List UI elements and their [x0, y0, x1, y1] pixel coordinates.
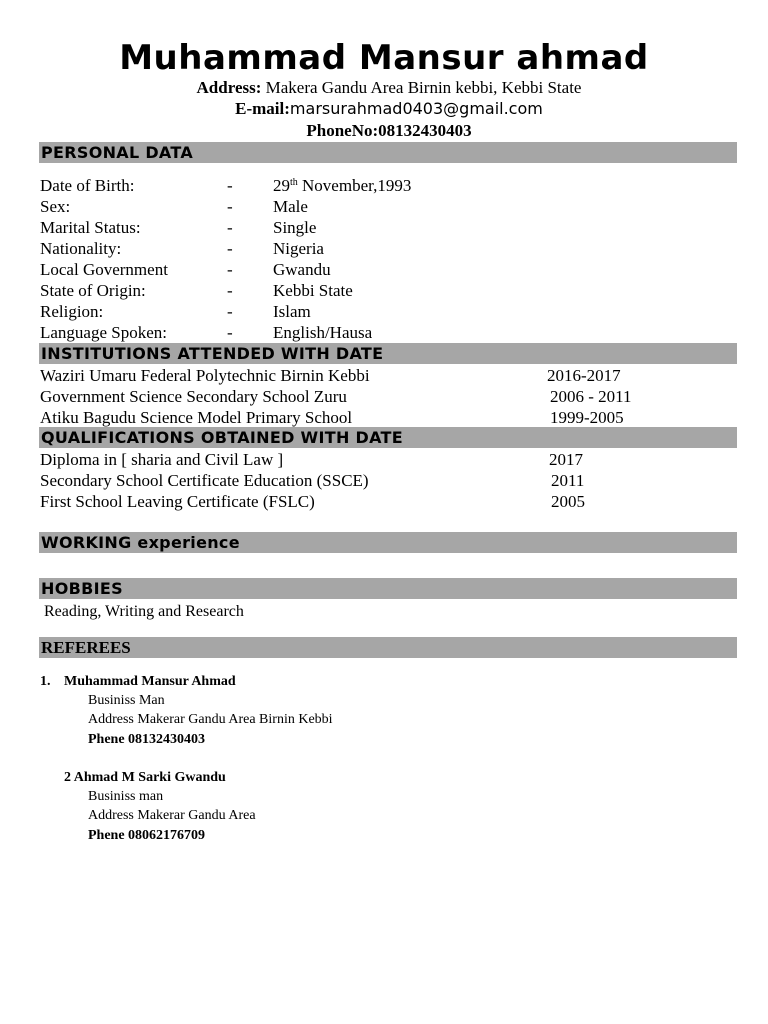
- row-label: Date of Birth:: [40, 176, 135, 195]
- institution-name: Atiku Bagudu Science Model Primary School: [40, 408, 353, 427]
- row-label: Marital Status:: [40, 218, 141, 237]
- row-value: Kebbi State: [273, 281, 353, 300]
- qualification-year: 2017: [549, 450, 583, 469]
- referee-phone: Phene 08062176709: [88, 828, 206, 843]
- referee-name: 2 Ahmad M Sarki Gwandu: [64, 770, 226, 785]
- row-value: English/Hausa: [273, 323, 373, 342]
- institutions-heading: INSTITUTIONS ATTENDED WITH DATE: [39, 343, 737, 364]
- referee-number: 1.: [40, 674, 51, 689]
- row-label: Nationality:: [40, 239, 122, 258]
- row-value: 29th November,1993: [273, 176, 412, 195]
- address-line: [0, 77, 768, 99]
- email-value: marsurahmad0403@gmail.com: [289, 99, 543, 118]
- referees-heading: REFEREES: [39, 637, 737, 658]
- row-value: Gwandu: [273, 260, 331, 279]
- row-separator: -: [227, 323, 233, 342]
- row-value: Single: [273, 218, 317, 237]
- qualification-name: First School Leaving Certificate (FSLC): [40, 492, 315, 511]
- row-separator: -: [227, 260, 233, 279]
- referee-name: Muhammad Mansur Ahmad: [64, 674, 236, 689]
- qualification-name: Diploma in [ sharia and Civil Law ]: [40, 450, 284, 469]
- qualification-year: 2011: [551, 471, 585, 490]
- row-separator: -: [227, 218, 233, 237]
- working-experience-heading: WORKING experience: [39, 532, 737, 553]
- address-value: Makera Gandu Area Birnin kebbi, Kebbi State: [261, 78, 582, 97]
- institution-years: 1999-2005: [550, 408, 624, 427]
- address-label: Address:: [196, 78, 262, 97]
- institution-years: 2006 - 2011: [550, 387, 632, 406]
- row-separator: -: [227, 176, 233, 195]
- phone-line: PhoneNo:08132430403: [306, 121, 472, 140]
- row-label: State of Origin:: [40, 281, 146, 300]
- row-value: Islam: [273, 302, 311, 321]
- row-label: Religion:: [40, 302, 104, 321]
- institution-name: Government Science Secondary School Zuru: [40, 387, 347, 406]
- email-label: E-mail:: [235, 99, 290, 118]
- row-value: Male: [273, 197, 308, 216]
- referee-phone: Phene 08132430403: [88, 732, 206, 747]
- row-value: Nigeria: [273, 239, 324, 258]
- referee-address: Address Makerar Gandu Area: [88, 808, 256, 823]
- row-separator: -: [227, 302, 233, 321]
- row-label: Sex:: [40, 197, 71, 216]
- row-separator: -: [227, 197, 233, 216]
- personal-data-heading: PERSONAL DATA: [39, 142, 737, 163]
- row-separator: -: [227, 239, 233, 258]
- row-label: Local Government: [40, 260, 168, 279]
- referee-occupation: Businiss man: [88, 789, 164, 804]
- row-separator: -: [227, 281, 233, 300]
- row-label: Language Spoken:: [40, 323, 167, 342]
- institution-name: Waziri Umaru Federal Polytechnic Birnin Kebbi: [40, 366, 370, 385]
- institution-years: 2016-2017: [547, 366, 621, 385]
- referee-occupation: Businiss Man: [88, 693, 165, 708]
- candidate-name: Muhammad Mansur ahmad: [119, 38, 649, 78]
- qualification-year: 2005: [551, 492, 585, 511]
- qualification-name: Secondary School Certificate Education (SSCE): [40, 471, 369, 490]
- email-line: [0, 98, 768, 120]
- hobbies-heading: HOBBIES: [39, 578, 737, 599]
- hobbies-text: Reading, Writing and Research: [44, 603, 244, 620]
- qualifications-heading: QUALIFICATIONS OBTAINED WITH DATE: [39, 427, 737, 448]
- referee-address: Address Makerar Gandu Area Birnin Kebbi: [88, 712, 333, 727]
